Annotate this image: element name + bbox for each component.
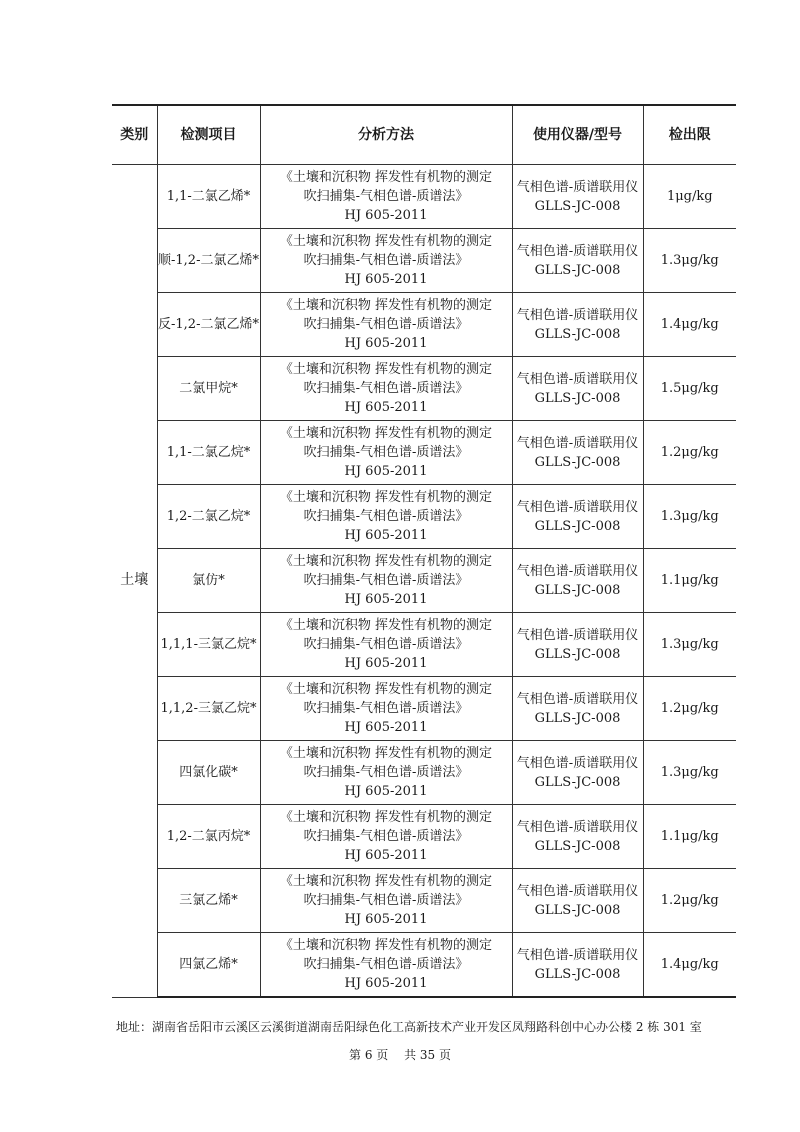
method-line-2: 吹扫捕集-气相色谱-质谱法》 — [303, 765, 469, 780]
footer-address: 地址：湖南省岳阳市云溪区云溪街道湖南岳阳绿色化工高新技术产业开发区凤翔路科创中心办公楼 2 栋 301 室 — [116, 1020, 702, 1034]
item-cell: 1,2-二氯乙烷* — [157, 485, 260, 549]
method-line-2: 吹扫捕集-气相色谱-质谱法》 — [303, 701, 469, 716]
instrument-cell: 气相色谱-质谱联用仪 GLLS-JC-008 — [512, 805, 643, 869]
method-line-3: HJ 605-2011 — [344, 400, 428, 415]
method-cell — [260, 741, 512, 805]
method-line-3: HJ 605-2011 — [344, 336, 428, 351]
instrument-cell: 气相色谱-质谱联用仪 GLLS-JC-008 — [512, 229, 643, 293]
table-row — [112, 613, 736, 677]
page-total: 共 35 页 — [404, 1048, 451, 1062]
method-cell — [260, 421, 512, 485]
limit-cell: 1.3μg/kg — [643, 485, 736, 549]
item-cell: 四氯化碳* — [157, 741, 260, 805]
method-line-2: 吹扫捕集-气相色谱-质谱法》 — [303, 893, 469, 908]
limit-cell: 1.2μg/kg — [643, 869, 736, 933]
limit-cell: 1.2μg/kg — [643, 421, 736, 485]
method-cell — [260, 229, 512, 293]
method-line-3: HJ 605-2011 — [344, 720, 428, 735]
method-cell — [260, 165, 512, 229]
method-line-1: 《土壤和沉积物 挥发性有机物的测定 — [279, 618, 493, 633]
method-line-3: HJ 605-2011 — [344, 208, 428, 223]
instrument-cell: 气相色谱-质谱联用仪 GLLS-JC-008 — [512, 357, 643, 421]
table-row — [112, 229, 736, 293]
method-cell — [260, 485, 512, 549]
limit-cell: 1.4μg/kg — [643, 933, 736, 998]
method-line-1: 《土壤和沉积物 挥发性有机物的测定 — [279, 426, 493, 441]
method-cell — [260, 357, 512, 421]
header-limit: 检出限 — [643, 105, 736, 165]
method-cell — [260, 549, 512, 613]
method-line-1: 《土壤和沉积物 挥发性有机物的测定 — [279, 682, 493, 697]
method-line-1: 《土壤和沉积物 挥发性有机物的测定 — [279, 554, 493, 569]
instrument-cell: 气相色谱-质谱联用仪 GLLS-JC-008 — [512, 869, 643, 933]
method-line-1: 《土壤和沉积物 挥发性有机物的测定 — [279, 298, 493, 313]
method-line-2: 吹扫捕集-气相色谱-质谱法》 — [303, 253, 469, 268]
method-line-2: 吹扫捕集-气相色谱-质谱法》 — [303, 317, 469, 332]
table-row — [112, 165, 736, 229]
method-line-1: 《土壤和沉积物 挥发性有机物的测定 — [279, 234, 493, 249]
table-row — [112, 933, 736, 998]
method-line-1: 《土壤和沉积物 挥发性有机物的测定 — [279, 490, 493, 505]
method-cell — [260, 293, 512, 357]
method-line-2: 吹扫捕集-气相色谱-质谱法》 — [303, 381, 469, 396]
header-item: 检测项目 — [157, 105, 260, 165]
method-line-1: 《土壤和沉积物 挥发性有机物的测定 — [279, 810, 493, 825]
method-line-3: HJ 605-2011 — [344, 912, 428, 927]
method-line-1: 《土壤和沉积物 挥发性有机物的测定 — [279, 170, 493, 185]
method-line-1: 《土壤和沉积物 挥发性有机物的测定 — [279, 874, 493, 889]
method-line-1: 《土壤和沉积物 挥发性有机物的测定 — [279, 362, 493, 377]
limit-cell: 1.3μg/kg — [643, 613, 736, 677]
table-row — [112, 293, 736, 357]
table-row — [112, 805, 736, 869]
item-cell: 1,1,2-三氯乙烷* — [157, 677, 260, 741]
header-category: 类别 — [112, 105, 157, 165]
method-line-2: 吹扫捕集-气相色谱-质谱法》 — [303, 509, 469, 524]
method-line-3: HJ 605-2011 — [344, 784, 428, 799]
item-cell: 反-1,2-二氯乙烯* — [157, 293, 260, 357]
table-body — [112, 165, 736, 998]
method-line-3: HJ 605-2011 — [344, 272, 428, 287]
item-cell: 三氯乙烯* — [157, 869, 260, 933]
method-cell — [260, 677, 512, 741]
method-line-1: 《土壤和沉积物 挥发性有机物的测定 — [279, 938, 493, 953]
method-line-3: HJ 605-2011 — [344, 464, 428, 479]
limit-cell: 1.1μg/kg — [643, 549, 736, 613]
method-line-2: 吹扫捕集-气相色谱-质谱法》 — [303, 573, 469, 588]
method-cell — [260, 613, 512, 677]
item-cell: 四氯乙烯* — [157, 933, 260, 998]
item-cell: 顺-1,2-二氯乙烯* — [157, 229, 260, 293]
method-line-3: HJ 605-2011 — [344, 848, 428, 863]
detection-methods-table — [112, 104, 736, 998]
method-line-3: HJ 605-2011 — [344, 528, 428, 543]
table-row — [112, 741, 736, 805]
method-line-1: 《土壤和沉积物 挥发性有机物的测定 — [279, 746, 493, 761]
method-line-3: HJ 605-2011 — [344, 976, 428, 991]
method-cell — [260, 869, 512, 933]
item-cell: 二氯甲烷* — [157, 357, 260, 421]
instrument-cell: 气相色谱-质谱联用仪 GLLS-JC-008 — [512, 485, 643, 549]
method-line-2: 吹扫捕集-气相色谱-质谱法》 — [303, 829, 469, 844]
header-method: 分析方法 — [260, 105, 512, 165]
limit-cell: 1.1μg/kg — [643, 805, 736, 869]
instrument-cell: 气相色谱-质谱联用仪 GLLS-JC-008 — [512, 165, 643, 229]
method-line-2: 吹扫捕集-气相色谱-质谱法》 — [303, 637, 469, 652]
item-cell: 1,2-二氯丙烷* — [157, 805, 260, 869]
header-instrument: 使用仪器/型号 — [512, 105, 643, 165]
instrument-cell: 气相色谱-质谱联用仪 GLLS-JC-008 — [512, 549, 643, 613]
limit-cell: 1.3μg/kg — [643, 741, 736, 805]
item-cell: 1,1-二氯乙烷* — [157, 421, 260, 485]
item-cell: 1,1,1-三氯乙烷* — [157, 613, 260, 677]
limit-cell: 1μg/kg — [643, 165, 736, 229]
page-number — [0, 1046, 800, 1063]
category-cell: 土壤 — [112, 165, 157, 998]
table-row — [112, 485, 736, 549]
limit-cell: 1.2μg/kg — [643, 677, 736, 741]
table-row — [112, 357, 736, 421]
limit-cell: 1.5μg/kg — [643, 357, 736, 421]
table-header-row — [112, 105, 736, 165]
instrument-cell: 气相色谱-质谱联用仪 GLLS-JC-008 — [512, 741, 643, 805]
instrument-cell: 气相色谱-质谱联用仪 GLLS-JC-008 — [512, 613, 643, 677]
instrument-cell: 气相色谱-质谱联用仪 GLLS-JC-008 — [512, 421, 643, 485]
method-line-3: HJ 605-2011 — [344, 656, 428, 671]
instrument-cell: 气相色谱-质谱联用仪 GLLS-JC-008 — [512, 677, 643, 741]
table-row — [112, 869, 736, 933]
table-row — [112, 677, 736, 741]
page-current: 第 6 页 — [349, 1048, 389, 1062]
method-line-2: 吹扫捕集-气相色谱-质谱法》 — [303, 445, 469, 460]
limit-cell: 1.4μg/kg — [643, 293, 736, 357]
method-line-2: 吹扫捕集-气相色谱-质谱法》 — [303, 957, 469, 972]
method-line-2: 吹扫捕集-气相色谱-质谱法》 — [303, 189, 469, 204]
instrument-cell: 气相色谱-质谱联用仪 GLLS-JC-008 — [512, 293, 643, 357]
item-cell: 1,1-二氯乙烯* — [157, 165, 260, 229]
table-row — [112, 549, 736, 613]
method-line-3: HJ 605-2011 — [344, 592, 428, 607]
limit-cell: 1.3μg/kg — [643, 229, 736, 293]
table-row — [112, 421, 736, 485]
instrument-cell: 气相色谱-质谱联用仪 GLLS-JC-008 — [512, 933, 643, 998]
item-cell: 氯仿* — [157, 549, 260, 613]
method-cell — [260, 933, 512, 998]
method-cell — [260, 805, 512, 869]
